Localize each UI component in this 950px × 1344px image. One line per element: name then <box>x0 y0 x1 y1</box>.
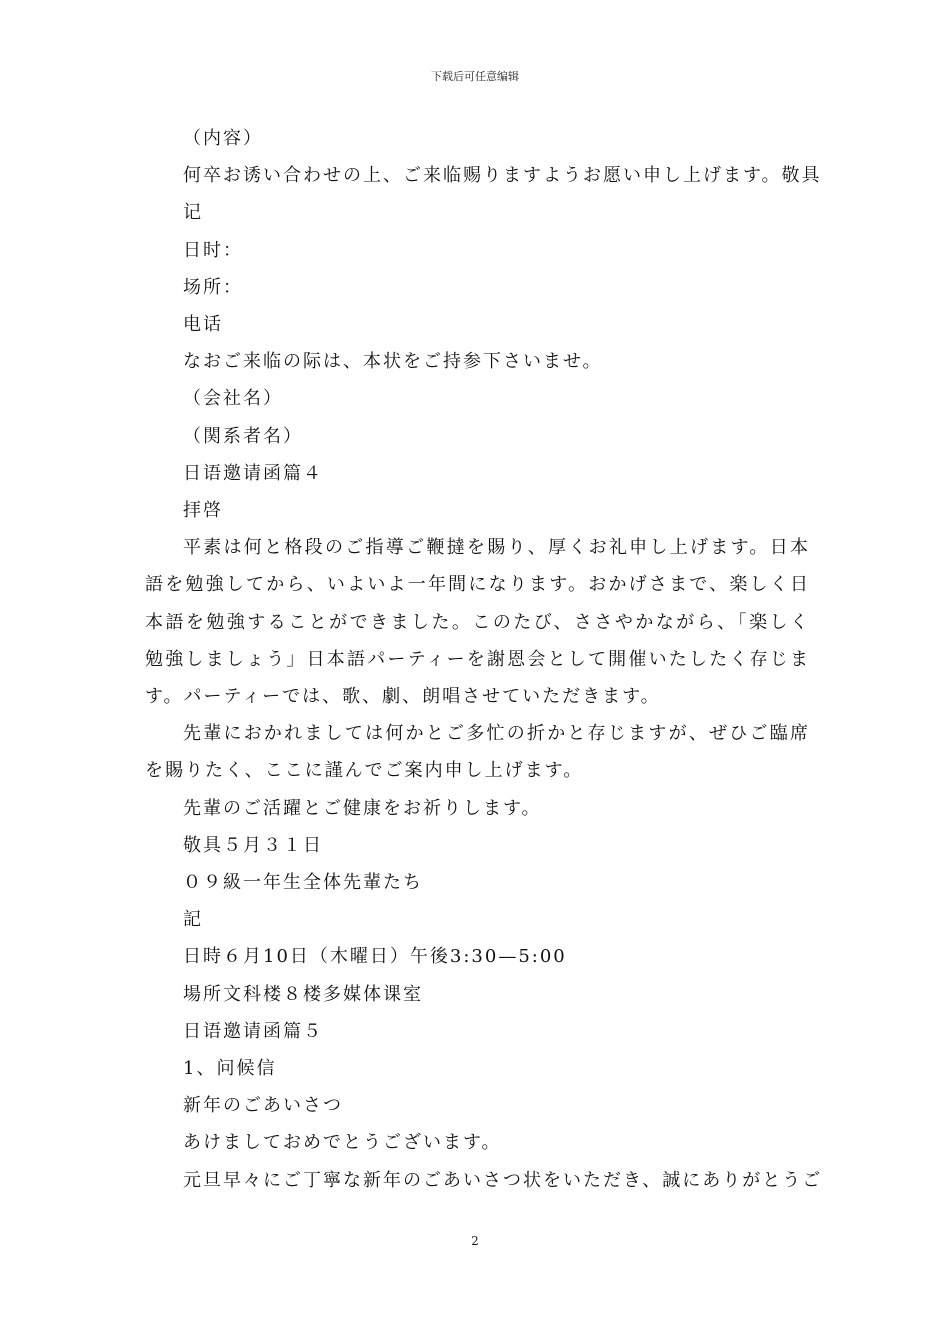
text-line: 敬具５月３１日 <box>183 834 323 856</box>
text-line: （関系者名） <box>183 425 303 447</box>
text-line: 記 <box>183 909 203 931</box>
text-line: 先輩のご活躍とご健康をお祈りします。 <box>183 797 542 819</box>
text-line: 何卒お诱い合わせの上、ご来临赐りますようお愿い申し上げます。敬具 <box>183 165 822 187</box>
section-heading: 日语邀请函篇４ <box>183 462 323 484</box>
text-line: ０９級一年生全体先輩たち <box>183 872 423 894</box>
page-number: 2 <box>471 1234 479 1248</box>
text-line: 拝啓 <box>183 500 223 522</box>
paragraph: 先輩におかれましては何かとご多忙の折かと存じますが、ぜひご臨席を賜りたく、ここに謹んでご案内申し上げます。 <box>145 723 810 782</box>
text-line: なおご来临の际は、本状をご持参下さいませ。 <box>183 351 603 373</box>
document-body <box>145 120 823 1199</box>
text-line: 日时： <box>183 239 243 261</box>
paragraph: 平素は何と格段のご指導ご鞭撻を賜り、厚くお礼申し上げます。日本語を勉強してから、いよいよ一年間になります。おかげさまで、楽しく日本語を勉強することができました。このたび、ささやかながら、「楽しく勉強しましょう」日本語パーティーを謝恩会として開催いたしたく存じます。パーティーでは、歌、劇、朗唱させていただきます。 <box>145 537 810 708</box>
text-line: （会社名） <box>183 388 283 410</box>
text-line: （内容） <box>183 128 263 149</box>
text-line: 日時６月10日（木曜日）午後3:30—5:00 <box>183 946 567 968</box>
text-line: あけましておめでとうございます。 <box>183 1132 502 1154</box>
section-heading: 日语邀请函篇５ <box>183 1020 323 1042</box>
text-line: 新年のごあいさつ <box>183 1095 343 1117</box>
page-header: 下载后可任意编辑 <box>431 70 519 83</box>
text-line: 场所： <box>183 276 243 298</box>
text-line: 电话 <box>183 314 223 336</box>
text-line: 場所文科楼８楼多媒体课室 <box>183 983 423 1005</box>
text-line: 记 <box>183 202 203 224</box>
text-line: 元旦早々にご丁寧な新年のごあいさつ状をいただき、誠にありがとうご <box>183 1169 823 1191</box>
text-line: 1、问候信 <box>183 1058 277 1080</box>
